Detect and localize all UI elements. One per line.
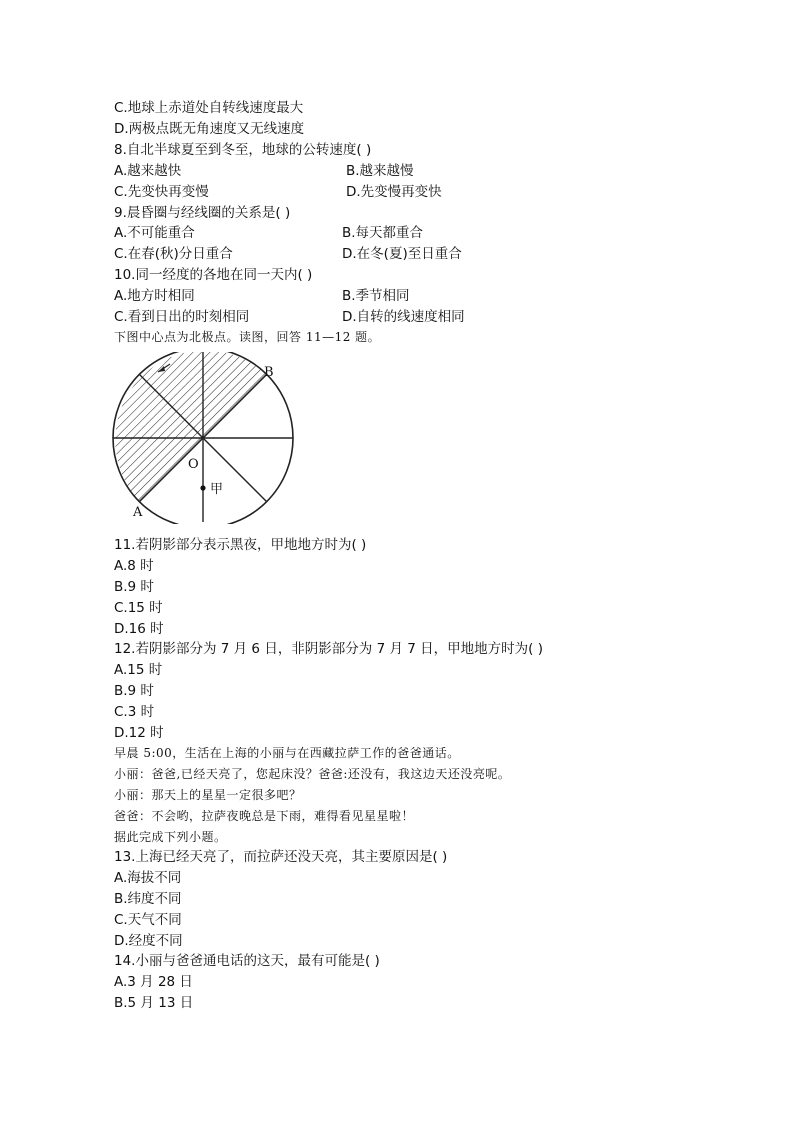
q11-option-b: B.9 时 xyxy=(114,579,154,595)
passage-line-2: 小丽：爸爸,已经天亮了，您起床没？爸爸:还没有，我这边天还没亮呢。 xyxy=(114,767,511,781)
q12-option-b: B.9 时 xyxy=(114,683,154,699)
q12-option-c: C.3 时 xyxy=(114,704,155,720)
q9-stem: 9.晨昏圈与经线圈的关系是( ) xyxy=(114,205,291,221)
q11-option-d: D.16 时 xyxy=(114,621,164,637)
passage-line-1: 早晨 5:00，生活在上海的小丽与在西藏拉萨工作的爸爸通话。 xyxy=(114,746,460,760)
q11-option-a: A.8 时 xyxy=(114,558,154,574)
passage-line-4: 爸爸：不会哟，拉萨夜晚总是下雨，难得看见星星啦！ xyxy=(114,809,415,823)
diagram-intro: 下图中心点为北极点。读图，回答 11—12 题。 xyxy=(114,330,381,344)
q11-option-c: C.15 时 xyxy=(114,600,163,616)
passage-line-5: 据此完成下列小题。 xyxy=(114,830,227,844)
label-b: B xyxy=(264,365,274,380)
q10-option-d: D.自转的线速度相同 xyxy=(342,309,465,325)
q9-option-c: C.在春(秋)分日重合 xyxy=(114,246,233,262)
q9-option-b: B.每天都重合 xyxy=(342,225,424,241)
q8-option-c: C.先变快再变慢 xyxy=(114,184,209,200)
q9-option-d: D.在冬(夏)至日重合 xyxy=(342,246,462,262)
q13-option-b: B.纬度不同 xyxy=(114,891,182,907)
q10-stem: 10.同一经度的各地在同一天内( ) xyxy=(114,267,313,283)
q14-option-a: A.3 月 28 日 xyxy=(114,974,193,990)
q8-option-d: D.先变慢再变快 xyxy=(346,184,442,200)
label-a: A xyxy=(133,505,143,520)
q13-stem: 13.上海已经天亮了，而拉萨还没天亮，其主要原因是( ) xyxy=(114,849,448,865)
q10-option-c: C.看到日出的时刻相同 xyxy=(114,309,250,325)
q12-option-a: A.15 时 xyxy=(114,662,163,678)
q12-stem: 12.若阴影部分为 7 月 6 日，非阴影部分为 7 月 7 日，甲地地方时为( ) xyxy=(114,641,543,657)
q8-option-b: B.越来越慢 xyxy=(346,163,414,179)
q8-option-a: A.越来越快 xyxy=(114,163,182,179)
q14-option-b: B.5 月 13 日 xyxy=(114,995,194,1011)
q12-option-d: D.12 时 xyxy=(114,725,164,741)
point-jia xyxy=(200,485,205,490)
label-jia: 甲 xyxy=(210,482,224,497)
label-o: O xyxy=(188,457,199,472)
q10-option-b: B.季节相同 xyxy=(342,288,410,304)
q9-option-a: A.不可能重合 xyxy=(114,225,195,241)
q7-option-c: C.地球上赤道处自转线速度最大 xyxy=(114,100,304,116)
q13-option-d: D.经度不同 xyxy=(114,933,183,949)
polar-diagram xyxy=(108,352,308,524)
q10-option-a: A.地方时相同 xyxy=(114,288,195,304)
q7-option-d: D.两极点既无角速度又无线速度 xyxy=(114,121,305,137)
q11-stem: 11.若阴影部分表示黑夜，甲地地方时为( ) xyxy=(114,537,367,553)
q8-stem: 8.自北半球夏至到冬至，地球的公转速度( ) xyxy=(114,142,372,158)
q13-option-c: C.天气不同 xyxy=(114,912,182,928)
q14-stem: 14.小丽与爸爸通电话的这天，最有可能是( ) xyxy=(114,953,380,969)
passage-line-3: 小丽：那天上的星星一定很多吧？ xyxy=(114,788,302,802)
q13-option-a: A.海拔不同 xyxy=(114,870,182,886)
